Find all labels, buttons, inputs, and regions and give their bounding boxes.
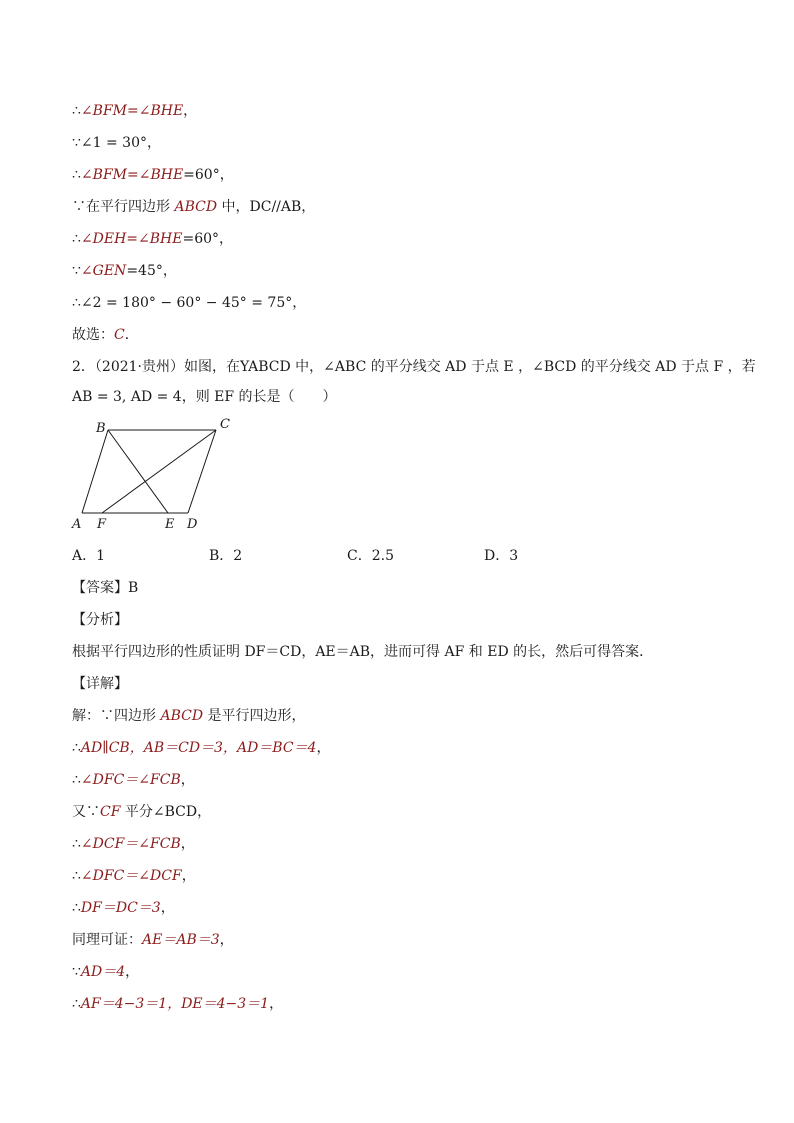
text-suffix: =45°，: [126, 263, 177, 279]
solution-line-1: [72, 706, 306, 726]
math-expression: ∠BFM=∠BHE: [80, 167, 184, 183]
label-d: D: [187, 517, 198, 532]
math-expression: DF＝DC＝3: [80, 900, 161, 916]
text-suffix: ．: [124, 327, 139, 343]
math-expression: AD∥CB，AB＝CD＝3，AD＝BC＝4: [80, 740, 317, 756]
text-suffix: ，: [316, 740, 331, 756]
text-suffix: ，: [219, 932, 234, 948]
text-prefix: 故选：: [72, 327, 114, 343]
question-line-1: 2．（2021·贵州）如图，在YABCD 中，∠ABC 的平分线交 AD 于点 E ，∠BCD 的平分线交 AD 于点 F ，若: [72, 359, 756, 375]
analysis-tag: 【分析】: [72, 612, 128, 628]
label-b: B: [96, 421, 106, 436]
option-c: C．2.5: [347, 548, 394, 564]
text-suffix: =60°，: [182, 231, 234, 247]
solution-line-9: [72, 962, 139, 982]
text-suffix: ，: [183, 103, 198, 119]
proof-line-7: [72, 293, 306, 313]
math-expression: ABCD: [160, 708, 204, 724]
solution-line-7: [72, 898, 175, 918]
text-suffix: ，: [269, 996, 284, 1012]
text-prefix: ∴: [72, 836, 81, 852]
math-expression: AD＝4: [80, 964, 126, 980]
detail-tag: 【详解】: [72, 676, 128, 692]
solution-line-5: [72, 834, 195, 854]
text-prefix: ∵: [72, 263, 81, 279]
solution-line-8: [72, 930, 234, 950]
edge-ab: [82, 430, 108, 513]
edge-cd: [188, 430, 216, 513]
proof-line-5: [72, 229, 233, 249]
math-expression: ∠DFC＝∠DCF: [80, 868, 182, 884]
text-prefix: ∴: [72, 772, 81, 788]
label-e: E: [165, 517, 175, 532]
label-c: C: [220, 418, 230, 432]
text-prefix: 同理可证：: [72, 932, 142, 948]
text-prefix: ∴: [72, 740, 81, 756]
analysis-text: 根据平行四边形的性质证明 DF＝CD，AE＝AB，进而可得 AF 和 ED 的长，然后可得答案．: [72, 644, 654, 660]
solution-line-10: [72, 994, 283, 1014]
math-expression: AE＝AB＝3: [142, 932, 220, 948]
text-suffix: =60°，: [183, 167, 234, 183]
math-expression: ∠DFC＝∠FCB: [80, 772, 181, 788]
answer-tag: 【答案】B: [72, 580, 139, 596]
text-prefix: ∴∠2 = 180° − 60° − 45° = 75°，: [72, 295, 307, 311]
text-prefix: ∴: [72, 868, 81, 884]
parallelogram-figure: [70, 418, 240, 536]
proof-line-3: [72, 165, 234, 185]
option-d: D．3: [484, 548, 519, 564]
math-expression: AF＝4−3＝1，DE＝4−3＝1: [80, 996, 270, 1012]
text-prefix: ∵: [72, 964, 81, 980]
text-prefix: ∵∠1 = 30°，: [72, 135, 161, 151]
solution-line-3: [72, 770, 195, 790]
math-expression: ∠BFM=∠BHE: [80, 103, 184, 119]
math-expression: C: [114, 327, 125, 343]
text-suffix: 平分∠BCD，: [120, 804, 212, 820]
text-suffix: ，: [180, 772, 195, 788]
math-expression: ABCD: [174, 199, 218, 215]
text-prefix: ∴: [72, 167, 81, 183]
text-prefix: 解：∵四边形: [72, 708, 161, 724]
proof-line-2: [72, 133, 161, 153]
text-prefix: ∴: [72, 231, 81, 247]
question-line-2: AB = 3, AD = 4，则 EF 的长是（ ）: [72, 389, 337, 405]
text-suffix: ，: [181, 868, 196, 884]
solution-line-4: [72, 802, 211, 822]
option-a: A．1: [72, 548, 106, 564]
proof-line-1: [72, 101, 197, 121]
text-prefix: ∴: [72, 900, 81, 916]
text-suffix: 是平行四边形，: [203, 708, 306, 724]
text-suffix: ，: [160, 900, 175, 916]
text-prefix: 又∵: [72, 804, 100, 820]
proof-line-4: [72, 197, 315, 217]
text-prefix: ∴: [72, 996, 81, 1012]
label-f: F: [97, 517, 107, 532]
math-expression: ∠GEN: [80, 263, 127, 279]
proof-line-6: [72, 261, 177, 281]
text-suffix: ，: [125, 964, 140, 980]
math-expression: ∠DEH=∠BHE: [80, 231, 183, 247]
math-expression: CF: [100, 804, 121, 820]
solution-line-6: [72, 866, 196, 886]
text-prefix: ∵在平行四边形: [72, 199, 175, 215]
label-a: A: [72, 517, 82, 532]
text-suffix: 中，DC//AB，: [217, 199, 316, 215]
proof-line-8: [72, 325, 139, 345]
solution-line-2: [72, 738, 330, 758]
text-suffix: ，: [180, 836, 195, 852]
math-expression: ∠DCF＝∠FCB: [80, 836, 181, 852]
text-prefix: ∴: [72, 103, 81, 119]
option-b: B．2: [209, 548, 243, 564]
